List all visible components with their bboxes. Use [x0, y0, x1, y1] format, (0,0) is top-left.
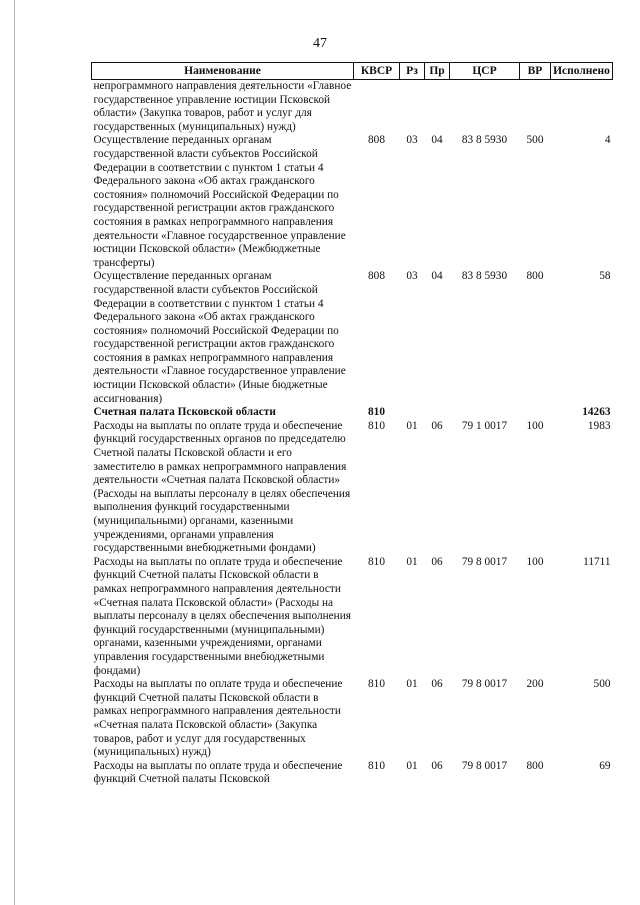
row-csr: 79 1 0017 [461, 419, 508, 432]
header-csr: ЦСР [450, 63, 520, 80]
row-kvsr: 810 [368, 419, 385, 432]
row-kvsr: 810 [368, 555, 385, 568]
row-csr: 83 8 5930 [461, 134, 508, 147]
row-vr: 100 [526, 419, 544, 432]
row-pr [425, 80, 450, 135]
row-csr [450, 406, 520, 420]
row-name: Расходы на выплаты по оплате труда и обеспечение функций государственных органов по председателю Счетной палаты Псковской области и его заместителю в рамках непрограммного направления деятельности «Счетная палата Псковской области» (Расходы на выплаты персоналу в целях обеспечения выполнения функций государственными (муниципальными) органами, казенными учреждениями, органами управления государственными внебюджетными фондами) [93, 419, 351, 555]
row-csr: 79 8 0017 [461, 555, 508, 568]
row-pr: 06 [431, 419, 443, 432]
page-number: 47 [313, 36, 327, 51]
row-kvsr: 808 [368, 270, 385, 283]
row-kvsr: 810 [368, 406, 385, 419]
header-done: Исполнено [551, 63, 613, 80]
row-rz: 03 [406, 134, 418, 147]
row-done: 14263 [582, 406, 611, 419]
header-rz: Рз [400, 63, 425, 80]
row-pr: 04 [431, 270, 443, 283]
row-vr: 200 [526, 678, 544, 691]
table-row [92, 556, 613, 678]
row-done: 4 [604, 134, 611, 147]
row-done: 58 [599, 270, 611, 283]
row-done: 500 [593, 678, 611, 691]
row-name: Осуществление переданных органам государственной власти субъектов Российской Федерации в соответствии с пунктом 1 статьи 4 Федерального закона «Об актах гражданского состояния» полномочий Российской Федерации по государственной регистрации актов гражданского состояния в рамках непрограммного направления деятельности «Главное государственное управление юстиции Псковской области» (Иные бюджетные ассигнования) [93, 270, 346, 405]
table-row [92, 678, 613, 760]
row-done [551, 80, 613, 135]
row-rz [400, 80, 425, 135]
row-done: 11711 [583, 555, 611, 568]
row-pr: 04 [431, 134, 443, 147]
row-vr: 100 [526, 555, 544, 568]
table-row [92, 270, 613, 406]
row-kvsr: 810 [368, 678, 385, 691]
row-rz [400, 406, 425, 420]
table-row [92, 760, 613, 787]
row-pr: 06 [431, 555, 443, 568]
row-csr [450, 80, 520, 135]
table-row [92, 134, 613, 270]
row-vr [520, 80, 551, 135]
row-name: Расходы на выплаты по оплате труда и обеспечение функций Счетной палаты Псковской области в рамках непрограммного направления деятельности «Счетная палата Псковской области» (Расходы на выплаты персоналу в целях обеспечения выполнения функций государственными (муниципальными) органами, казенными учреждениями, органами управления государственными внебюджетными фондами) [93, 555, 351, 677]
row-kvsr: 808 [368, 134, 385, 147]
budget-table [91, 62, 613, 787]
row-rz: 01 [406, 555, 418, 568]
row-rz: 01 [406, 759, 418, 772]
row-csr: 79 8 0017 [461, 759, 508, 772]
row-name: Осуществление переданных органам государственной власти субъектов Российской Федерации в соответствии с пунктом 1 статьи 4 Федерального закона «Об актах гражданского состояния» полномочий Российской Федерации по государственной регистрации актов гражданского состояния в рамках непрограммного направления деятельности «Главное государственное управление юстиции Псковской области» (Межбюджетные трансферты) [93, 134, 346, 269]
table-row [92, 80, 613, 135]
row-vr: 500 [526, 134, 544, 147]
scan-edge-line [14, 0, 15, 905]
header-vr: ВР [520, 63, 551, 80]
row-done: 69 [599, 759, 611, 772]
table-row [92, 420, 613, 556]
row-vr: 800 [526, 759, 544, 772]
row-name: непрограммного направления деятельности «Главное государственное управление юстиции Псковской области» (Закупка товаров, работ и услуг для государственных (муниципальных) нужд) [93, 80, 352, 133]
row-rz: 01 [406, 419, 418, 432]
row-name: Счетная палата Псковской области [93, 406, 276, 419]
table-header-row [92, 63, 613, 80]
header-name: Наименование [92, 63, 354, 80]
header-kvsr: КВСР [354, 63, 400, 80]
row-rz: 03 [406, 270, 418, 283]
row-csr: 83 8 5930 [461, 270, 508, 283]
row-pr: 06 [431, 678, 443, 691]
row-vr: 800 [526, 270, 544, 283]
row-kvsr: 810 [368, 759, 385, 772]
row-name: Расходы на выплаты по оплате труда и обеспечение функций Счетной палаты Псковской области в рамках непрограммного направления деятельности «Счетная палата Псковской области» (Закупка товаров, работ и услуг для государственных (муниципальных) нужд) [93, 678, 343, 759]
row-kvsr [354, 80, 400, 135]
header-pr: Пр [425, 63, 450, 80]
row-done: 1983 [587, 419, 611, 432]
table-row-section [92, 406, 613, 420]
row-rz: 01 [406, 678, 418, 691]
row-pr [425, 406, 450, 420]
row-csr: 79 8 0017 [461, 678, 508, 691]
row-pr: 06 [431, 759, 443, 772]
row-vr [520, 406, 551, 420]
row-name: Расходы на выплаты по оплате труда и обеспечение функций Счетной палаты Псковской [93, 759, 343, 786]
